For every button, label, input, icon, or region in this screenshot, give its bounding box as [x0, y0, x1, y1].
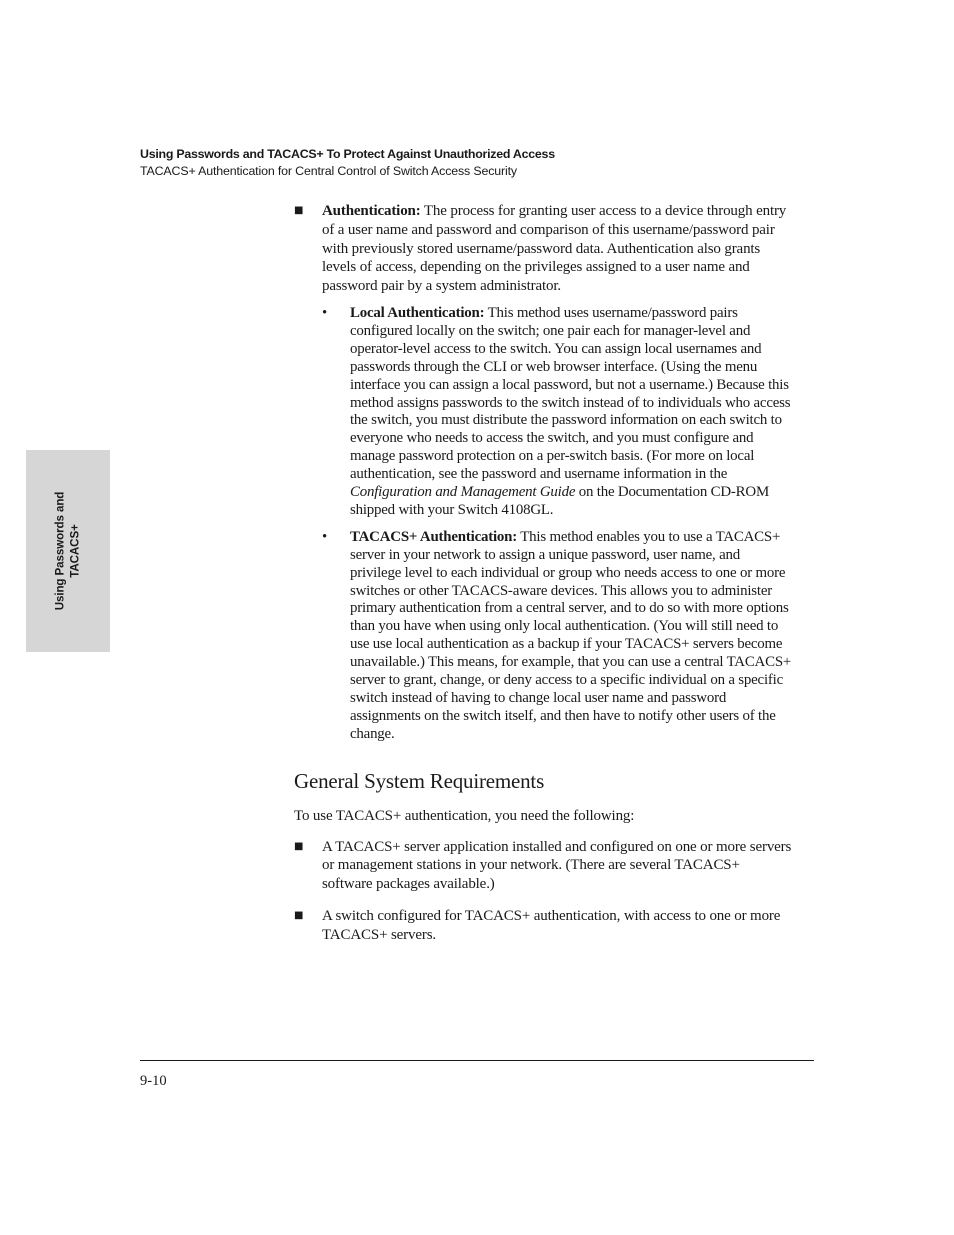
- local-auth-text-1: This method uses username/password pairs configured locally on the switch; one pair each for manager-level and operator-level access to the switch. You can assign local usernames and passwords through the CLI or web browser interface. (Using the menu interface you can assign a local password, but not a username.) Because this method assigns passwords to the switch instead of to individuals who access the switch, you must distribute the password information on each switch to everyone who needs to access the switch, and you must configure and manage password protection on a per-switch basis. (For more on local authentication, see the password and username information in the: [350, 304, 791, 483]
- square-bullet-icon: ■: [294, 205, 304, 216]
- requirement-item: [294, 907, 792, 945]
- running-header-section: TACACS+ Authentication for Central Control of Switch Access Security: [140, 164, 517, 178]
- bullet-authentication: [294, 202, 792, 296]
- chapter-side-tab: [26, 450, 110, 652]
- round-bullet-icon: •: [322, 528, 328, 545]
- side-tab-line-2: TACACS+: [68, 524, 81, 578]
- square-bullet-icon: ■: [294, 909, 304, 921]
- requirement-text: A switch configured for TACACS+ authentication, with access to one or more TACACS+ servers.: [322, 907, 781, 943]
- footer-rule: [140, 1060, 814, 1061]
- bullet-tacacs-authentication: [294, 529, 792, 744]
- guide-title: Configuration and Management Guide: [350, 484, 576, 501]
- square-bullet-icon: ■: [294, 840, 304, 852]
- section-heading: General System Requirements: [294, 768, 545, 793]
- authentication-definition: The process for granting user access to a device through entry of a user name and password and comparison of this username/password pair with previously stored username/password data. Authentication also grants levels of access, depending on the privileges assigned to a user name and password pair by a system administrator.: [322, 203, 787, 295]
- main-content: [294, 202, 792, 945]
- local-auth-text-2: on the Documentation CD-ROM shipped with your Switch 4108GL.: [350, 484, 769, 518]
- bullet-local-authentication: [294, 305, 792, 520]
- running-header-chapter: Using Passwords and TACACS+ To Protect Against Unauthorized Access: [140, 147, 555, 161]
- side-tab-line-1: Using Passwords and: [53, 491, 67, 611]
- requirement-item: [294, 838, 792, 894]
- page-number: 9-10: [140, 1073, 167, 1089]
- term-tacacs-authentication: TACACS+ Authentication:: [350, 528, 518, 545]
- tacacs-auth-text: This method enables you to use a TACACS+ server in your network to assign a unique password, user name, and privilege level to each individual or group who needs access to one or more switches or other TACACS-aware devices. This allows you to administer primary authentication from a central server, and to do so with more options than you have when using only local authentication. (You will still need to use use local authentication as a backup if your TACACS+ servers become unavailable.) This means, for example, that you can use a central TACACS+ server to grant, change, or deny access to a specific individual on a specific switch instead of having to change local user name and password assignments on the switch itself, and then have to notify other users of the change.: [350, 528, 792, 742]
- term-local-authentication: Local Authentication:: [350, 304, 485, 321]
- requirements-intro: To use TACACS+ authentication, you need the following:: [294, 807, 635, 824]
- term-authentication: Authentication:: [322, 203, 421, 219]
- requirement-text: A TACACS+ server application installed and configured on one or more servers or management stations in your network. (There are several TACACS+ software packages available.): [322, 838, 792, 893]
- round-bullet-icon: •: [322, 304, 328, 321]
- side-tab-label: [54, 492, 83, 611]
